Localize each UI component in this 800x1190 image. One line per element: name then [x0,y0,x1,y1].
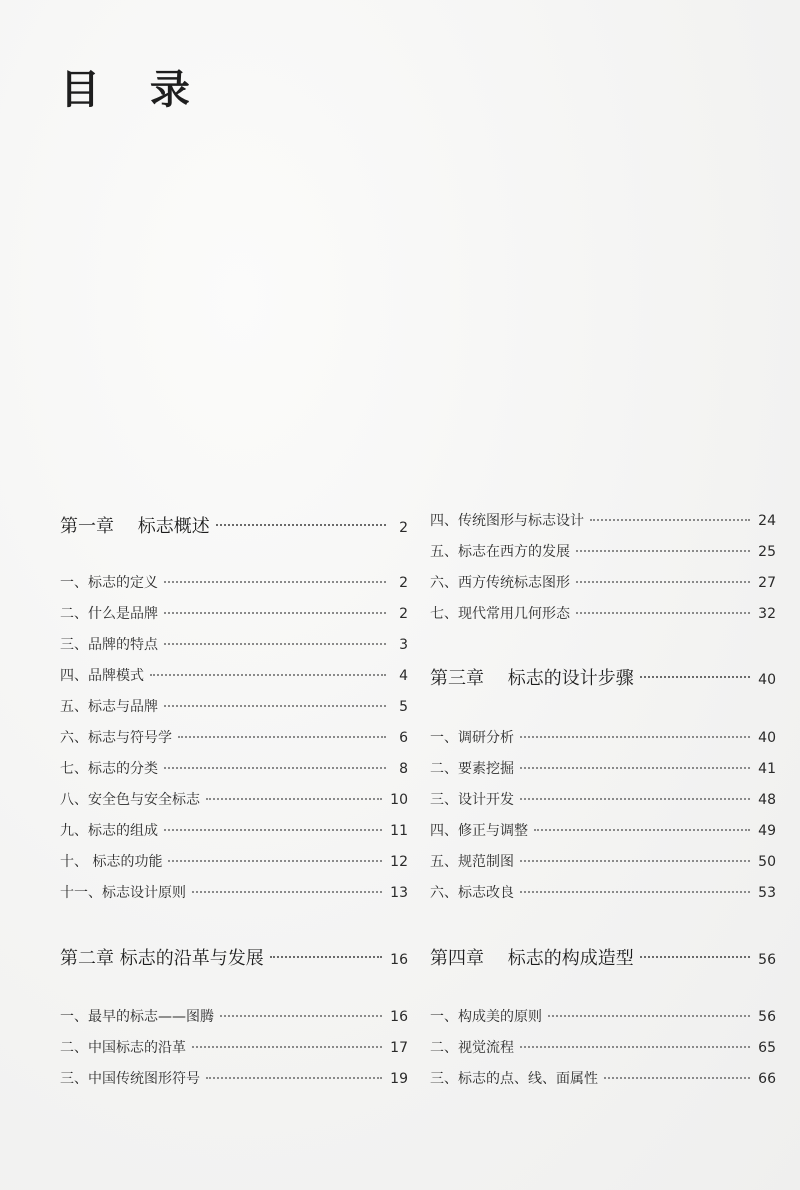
toc-entry-label: 第四章 标志的构成造型 [430,948,634,969]
toc-section-entry [60,820,408,840]
toc-page-number: 3 [399,637,408,653]
toc-chapter-entry [60,512,408,538]
dotted-leader [520,891,750,893]
dotted-leader [192,1046,382,1048]
toc-section-entry [430,758,776,778]
dotted-leader [164,705,386,707]
toc-entry-label: 一、构成美的原则 [430,1009,542,1025]
dotted-leader [520,1046,750,1048]
toc-entry-label: 二、中国标志的沿革 [60,1040,186,1056]
toc-page-number: 11 [390,823,408,839]
toc-entry-label: 五、标志在西方的发展 [430,544,570,560]
toc-page-number: 2 [399,606,408,622]
toc-page-number: 2 [399,575,408,591]
toc-page-number: 6 [399,730,408,746]
toc-section-entry [60,1068,408,1088]
toc-page-number: 40 [758,730,776,746]
toc-page-number: 10 [390,792,408,808]
toc-page-number: 2 [399,520,408,536]
toc-page-number: 13 [390,885,408,901]
toc-section-entry [430,572,776,592]
toc-section-entry [60,882,408,902]
toc-page-number: 53 [758,885,776,901]
toc-entry-label: 五、规范制图 [430,854,514,870]
toc-section-entry [430,510,776,530]
toc-entry-label: 五、标志与品牌 [60,699,158,715]
dotted-leader [164,829,382,831]
toc-section-entry [430,851,776,871]
dotted-leader [604,1077,750,1079]
dotted-leader [520,798,750,800]
toc-entry-label: 四、品牌模式 [60,668,144,684]
toc-page-number: 12 [390,854,408,870]
dotted-leader [640,676,750,678]
toc-page-number: 65 [758,1040,776,1056]
toc-section-entry [430,1037,776,1057]
toc-page-number: 5 [399,699,408,715]
toc-entry-label: 四、传统图形与标志设计 [430,513,584,529]
toc-section-entry [430,1068,776,1088]
toc-section-entry [60,1037,408,1057]
dotted-leader [206,798,382,800]
toc-page-number: 48 [758,792,776,808]
dotted-leader [590,519,750,521]
toc-page-number: 50 [758,854,776,870]
toc-section-entry [60,603,408,623]
toc-page-number: 4 [399,668,408,684]
dotted-leader [270,956,382,958]
dotted-leader [576,550,750,552]
toc-section-entry [430,1006,776,1026]
dotted-leader [168,860,382,862]
toc-page-number: 27 [758,575,776,591]
toc-entry-label: 二、什么是品牌 [60,606,158,622]
toc-entry-label: 六、西方传统标志图形 [430,575,570,591]
dotted-leader [164,767,386,769]
toc-section-entry [60,572,408,592]
toc-page-number: 41 [758,761,776,777]
dotted-leader [520,736,750,738]
toc-section-entry [60,727,408,747]
toc-chapter-entry [430,944,776,970]
toc-entry-label: 六、标志与符号学 [60,730,172,746]
toc-page-number: 56 [758,1009,776,1025]
toc-entry-label: 十一、标志设计原则 [60,885,186,901]
toc-page-number: 16 [390,952,408,968]
toc-section-entry [430,727,776,747]
toc-entry-label: 三、品牌的特点 [60,637,158,653]
dotted-leader [150,674,386,676]
toc-section-entry [430,789,776,809]
toc-section-entry [430,820,776,840]
toc-entry-label: 六、标志改良 [430,885,514,901]
toc-entry-label: 第二章 标志的沿革与发展 [60,948,264,969]
toc-page-number: 40 [758,672,776,688]
toc-page-number: 56 [758,952,776,968]
toc-page-number: 24 [758,513,776,529]
toc-chapter-entry [430,664,776,690]
dotted-leader [640,956,750,958]
toc-section-entry [60,758,408,778]
dotted-leader [164,581,386,583]
toc-page-number: 8 [399,761,408,777]
toc-entry-label: 四、修正与调整 [430,823,528,839]
toc-entry-label: 八、安全色与安全标志 [60,792,200,808]
dotted-leader [192,891,382,893]
toc-entry-label: 二、要素挖掘 [430,761,514,777]
dotted-leader [220,1015,382,1017]
toc-entry-label: 三、中国传统图形符号 [60,1071,200,1087]
toc-entry-label: 十、 标志的功能 [60,854,163,870]
toc-page-number: 25 [758,544,776,560]
toc-section-entry [60,696,408,716]
page-title: 目 录 [60,67,208,113]
dotted-leader [576,581,750,583]
dotted-leader [576,612,750,614]
toc-page-number: 19 [390,1071,408,1087]
toc-chapter-entry [60,944,408,970]
dotted-leader [534,829,750,831]
dotted-leader [164,612,386,614]
toc-entry-label: 七、标志的分类 [60,761,158,777]
toc-section-entry [60,1006,408,1026]
toc-entry-label: 三、标志的点、线、面属性 [430,1071,598,1087]
toc-entry-label: 一、标志的定义 [60,575,158,591]
toc-section-entry [430,541,776,561]
toc-entry-label: 九、标志的组成 [60,823,158,839]
toc-section-entry [60,665,408,685]
dotted-leader [520,860,750,862]
toc-page-number: 17 [390,1040,408,1056]
toc-entry-label: 第一章 标志概述 [60,516,210,537]
toc-entry-label: 七、现代常用几何形态 [430,606,570,622]
dotted-leader [520,767,750,769]
toc-section-entry [60,851,408,871]
toc-entry-label: 二、视觉流程 [430,1040,514,1056]
dotted-leader [178,736,386,738]
toc-page-number: 66 [758,1071,776,1087]
dotted-leader [548,1015,750,1017]
toc-page-number: 32 [758,606,776,622]
toc-page-number: 16 [390,1009,408,1025]
toc-section-entry [430,882,776,902]
toc-entry-label: 一、最早的标志——图腾 [60,1009,214,1025]
toc-page-number: 49 [758,823,776,839]
toc-section-entry [60,789,408,809]
toc-section-entry [60,634,408,654]
dotted-leader [206,1077,382,1079]
toc-entry-label: 第三章 标志的设计步骤 [430,668,634,689]
toc-section-entry [430,603,776,623]
toc-entry-label: 一、调研分析 [430,730,514,746]
toc-entry-label: 三、设计开发 [430,792,514,808]
dotted-leader [164,643,386,645]
dotted-leader [216,524,386,526]
